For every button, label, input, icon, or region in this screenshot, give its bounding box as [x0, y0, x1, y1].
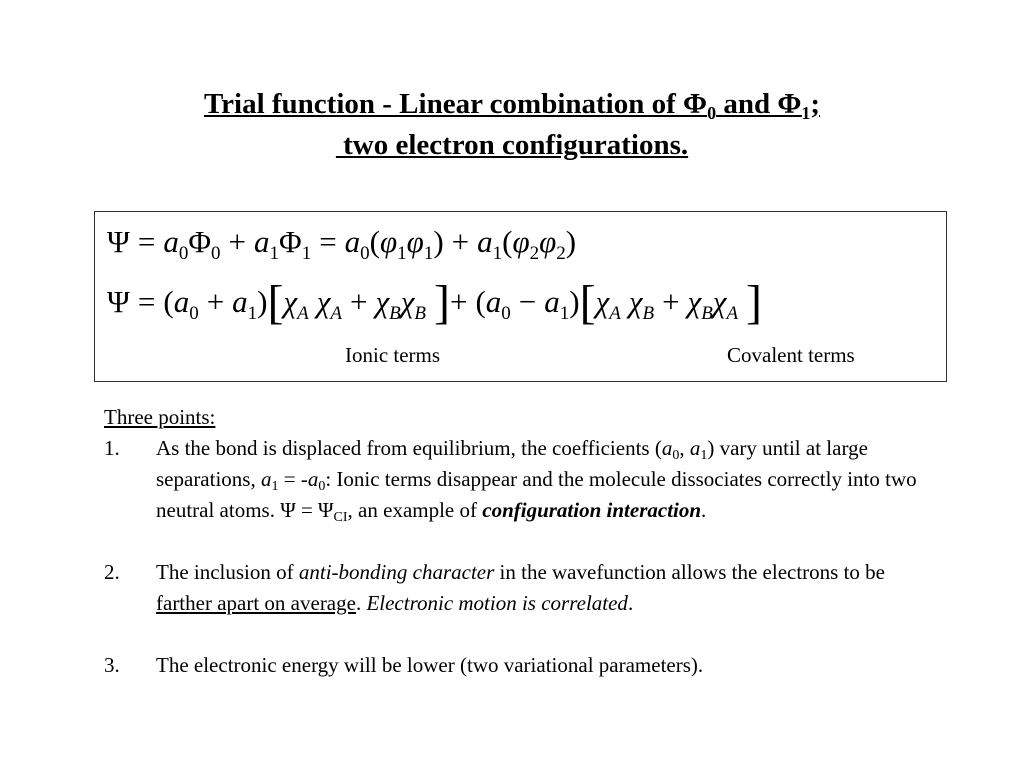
- equation-trial-function: $\Psi = a_0\Phi_0 + a_1\Phi_1 = a_0(\varphi_1\varphi_1) + a_1(\varphi_2\varphi_2)$: [107, 224, 577, 264]
- title-line-1: Trial function - Linear combination of $\Phi_0$ and $\Phi_1$;: [203, 88, 821, 123]
- equation-box: [94, 211, 947, 382]
- point-item-2: 2. The inclusion of anti-bonding character in the wavefunction allows the electrons to be farther apart on average. Electronic motion is correlated.: [104, 557, 934, 619]
- equation-expanded: $\Psi = (a_0 + a_1)[\chi_A$ $\chi_A + \chi_B\chi_B$ ]+ $(a_0 - a_1)[\chi_A$ $\chi_B + \chi_B\chi_A$ ]: [107, 276, 763, 329]
- emphasis-configuration-interaction: configuration interaction: [482, 498, 702, 522]
- point-item-1: 1. As the bond is displaced from equilibrium, the coefficients ($a_0$, $a_1$) vary until at large separations, $a_1 = -a_0$: Ionic terms disappear and the molecule dissociates correctly into two neutral atoms. $\Psi = \Psi_{CI}$, an example of configuration interaction.: [104, 433, 934, 526]
- underlined-phrase: farther apart on average: [156, 591, 356, 615]
- emphasis-correlated: Electronic motion is correlated: [366, 591, 628, 615]
- title-line-2: two electron configurations.: [335, 129, 689, 161]
- slide-title: [0, 84, 1024, 166]
- covalent-terms-label: Covalent terms: [727, 343, 855, 367]
- point-number: 2.: [104, 560, 120, 584]
- three-points-section: [104, 402, 934, 681]
- point-number: 3.: [104, 653, 120, 677]
- points-heading: Three points:: [104, 405, 216, 429]
- point-item-3: 3. The electronic energy will be lower (two variational parameters).: [104, 650, 934, 681]
- emphasis-anti-bonding: anti-bonding character: [298, 560, 495, 584]
- ionic-terms-label: Ionic terms: [345, 343, 441, 367]
- point-number: 1.: [104, 436, 120, 460]
